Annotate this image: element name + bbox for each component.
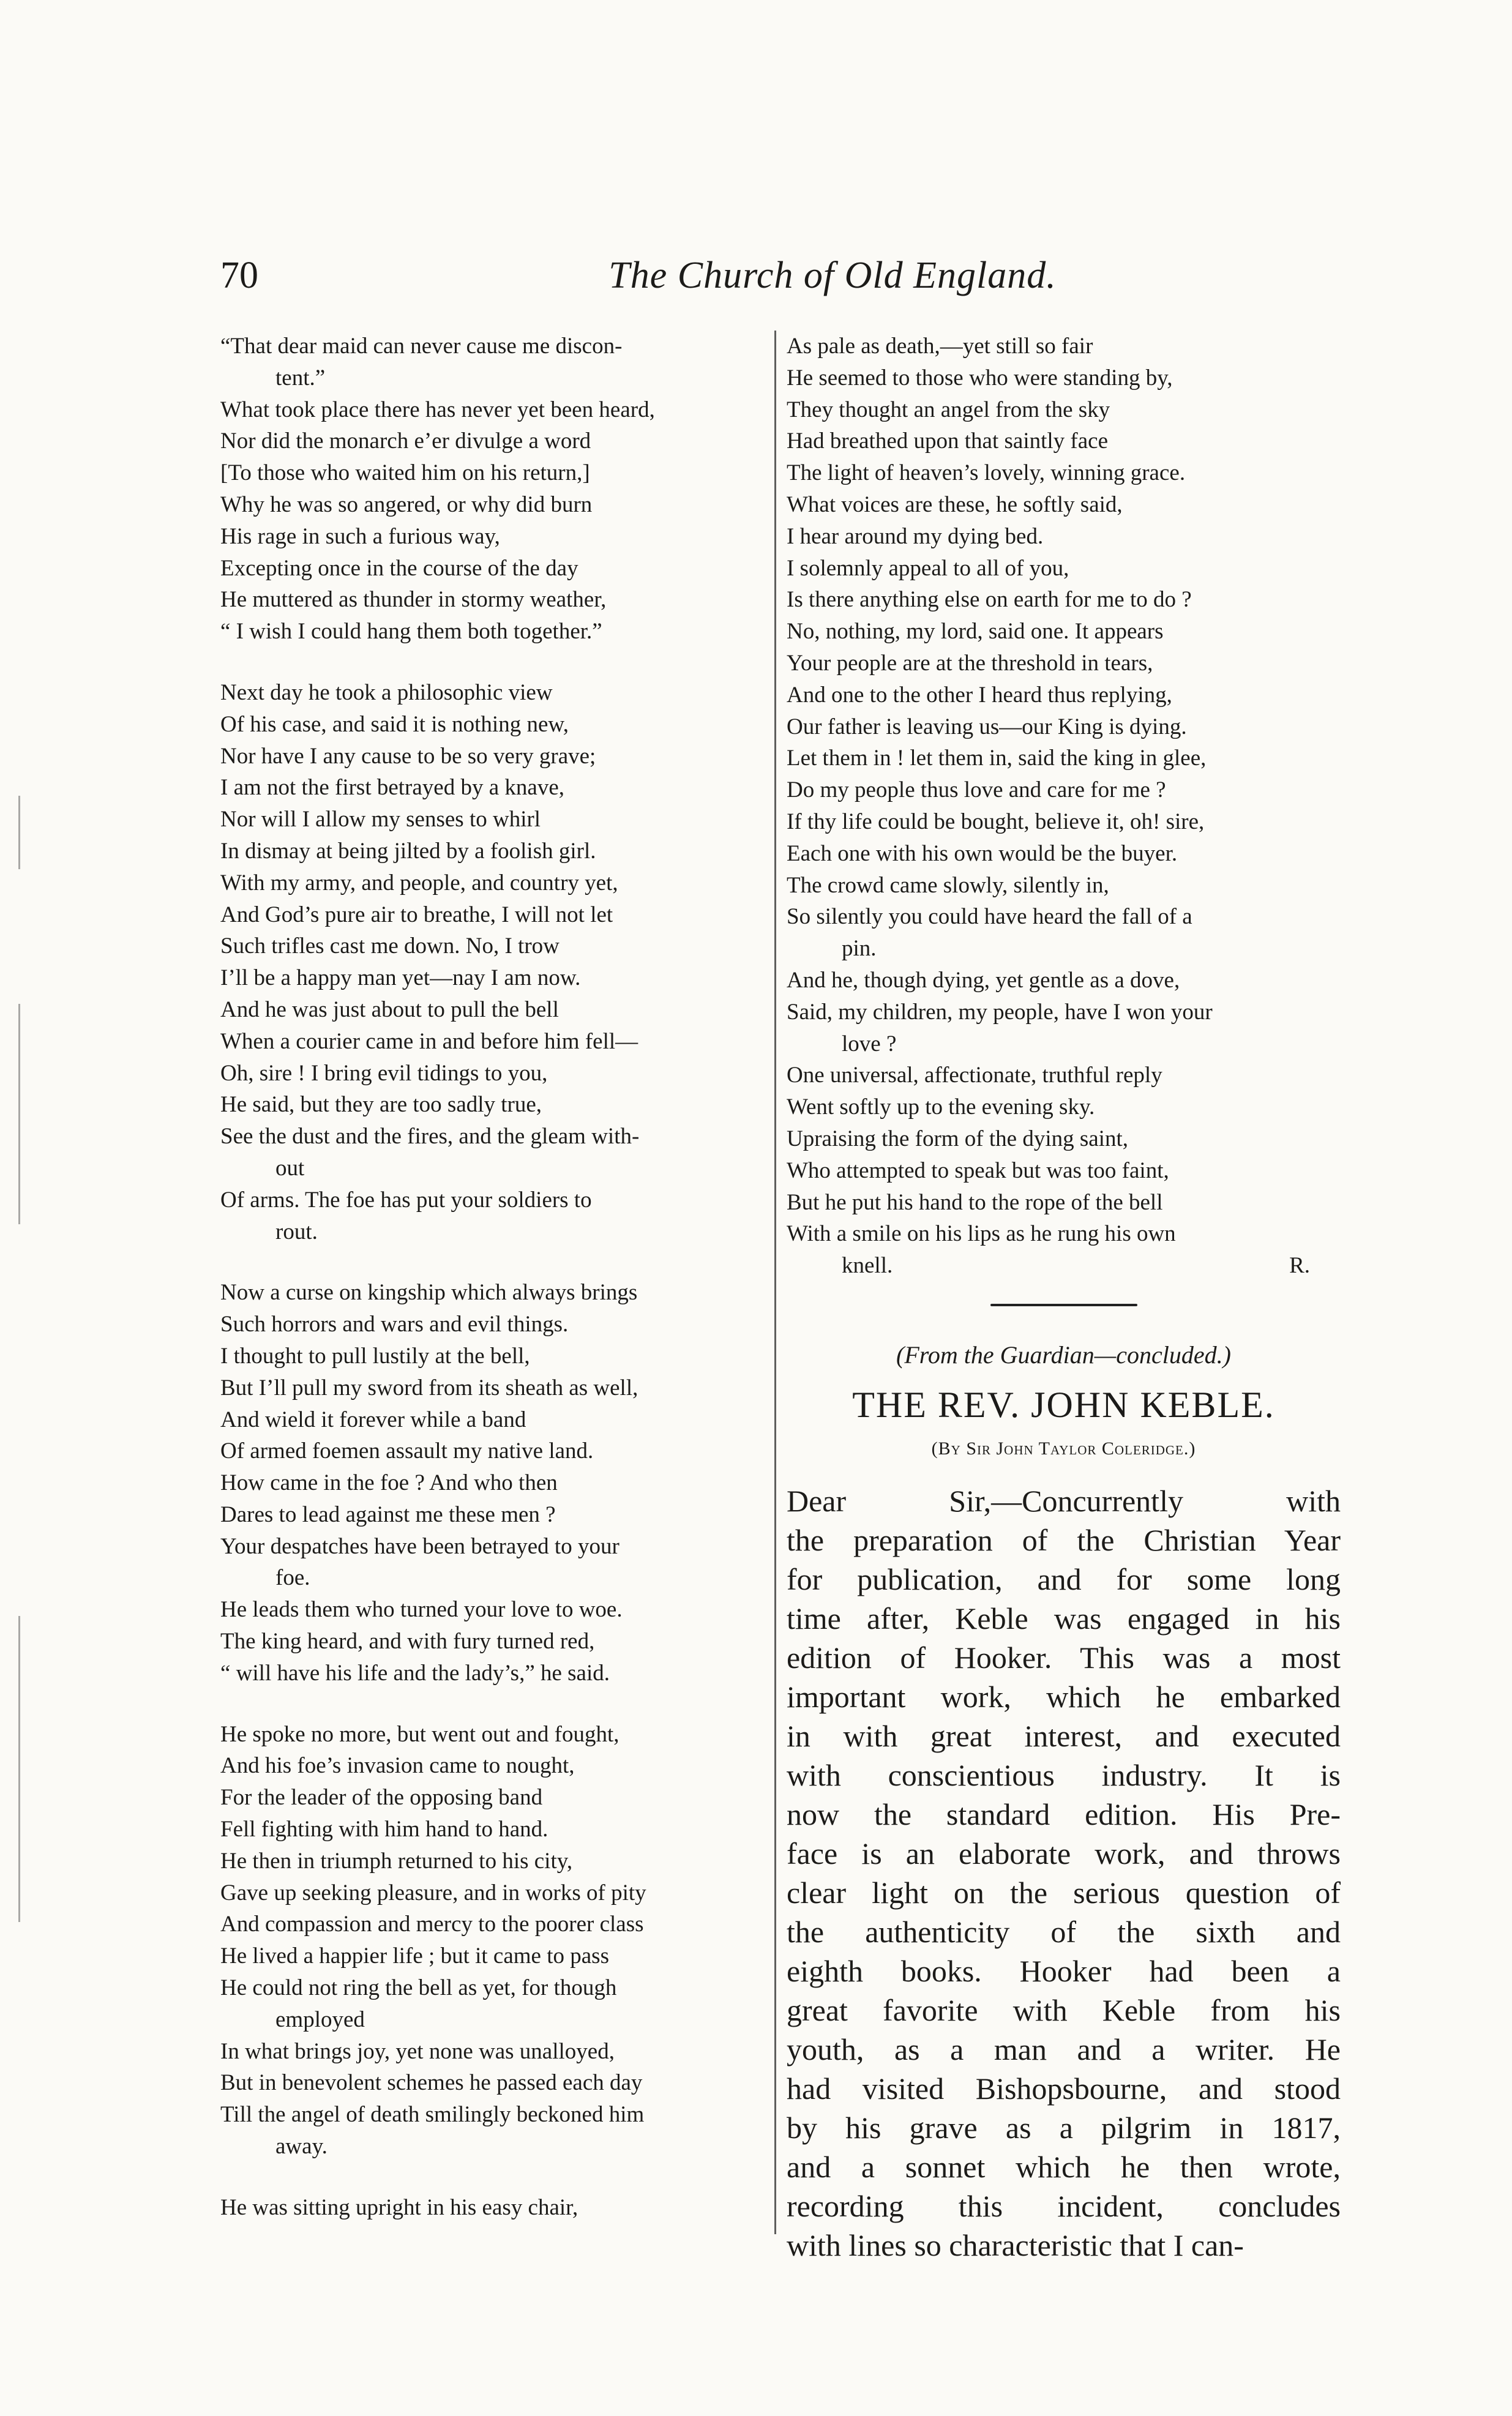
poem-line: As pale as death,—yet still so fair <box>787 334 1093 359</box>
poem-line: And one to the other I heard thus replying, <box>787 682 1172 708</box>
page-number: 70 <box>220 255 258 296</box>
poem-line: But in benevolent schemes he passed each day <box>220 2070 643 2096</box>
poem-signature: R. <box>1289 1253 1310 1279</box>
article-line: great favorite with Keble from his <box>787 1992 1341 2027</box>
running-title: The Church of Old England. <box>608 255 1057 296</box>
poem-line: Dares to lead against me these men ? <box>220 1502 556 1527</box>
poem-line: And God’s pure air to breathe, I will not let <box>220 902 613 927</box>
poem-stanza <box>220 1277 765 1689</box>
column-rule <box>774 331 776 2234</box>
poem-line: “That dear maid can never cause me discon- <box>220 334 623 359</box>
article-line: the authenticity of the sixth and <box>787 1914 1341 1949</box>
article-line: youth, as a man and a writer. He <box>787 2032 1341 2066</box>
poem-line: What voices are these, he softly said, <box>787 492 1123 517</box>
poem-line: But I’ll pull my sword from its sheath as well, <box>220 1375 638 1401</box>
poem-last-line: knell. <box>842 1253 893 1279</box>
right-column <box>787 331 1341 2265</box>
poem-line: He leads them who turned your love to woe. <box>220 1597 623 1623</box>
poem-continuation <box>787 331 1341 1250</box>
article-line: clear light on the serious question of <box>787 1875 1341 1910</box>
poem-line: love ? <box>842 1031 897 1057</box>
poem-line: Of armed foemen assault my native land. <box>220 1438 594 1464</box>
article-line: and a sonnet which he then wrote, <box>787 2149 1341 2184</box>
poem-line: Nor will I allow my senses to whirl <box>220 807 541 832</box>
poem-line: Is there anything else on earth for me to do ? <box>787 587 1192 613</box>
poem-line: Of his case, and said it is nothing new, <box>220 711 569 737</box>
poem-line: Till the angel of death smilingly beckoned him <box>220 2102 645 2128</box>
page-header <box>220 254 1341 321</box>
poem-line: rout. <box>275 1219 318 1244</box>
poem-line: Oh, sire ! I bring evil tidings to you, <box>220 1060 548 1086</box>
poem-line: Said, my children, my people, have I won your <box>787 999 1213 1025</box>
poem-line: But he put his hand to the rope of the bell <box>787 1189 1163 1215</box>
article-line: by his grave as a pilgrim in 1817, <box>787 2110 1341 2145</box>
poem-line: Upraising the form of the dying saint, <box>787 1126 1128 1151</box>
article-line: time after, Keble was engaged in his <box>787 1601 1341 1636</box>
poem-line: Now a curse on kingship which always brings <box>220 1280 638 1306</box>
poem-line: With a smile on his lips as he rung his own <box>787 1221 1176 1247</box>
poem-line: out <box>275 1155 305 1181</box>
poem-line: employed <box>275 2006 365 2032</box>
article-line: recording this incident, concludes <box>787 2188 1341 2223</box>
poem-line: He lived a happier life ; but it came to pass <box>220 1943 609 1969</box>
article-line: eighth books. Hooker had been a <box>787 1953 1341 1988</box>
poem-line: I thought to pull lustily at the bell, <box>220 1343 530 1369</box>
poem-line: He muttered as thunder in stormy weather, <box>220 587 607 613</box>
poem-line: How came in the foe ? And who then <box>220 1470 558 1496</box>
article-line: important work, which he embarked <box>787 1679 1341 1714</box>
poem-line: The king heard, and with fury turned red, <box>220 1629 595 1655</box>
poem-closing-line <box>787 1250 1341 1282</box>
poem-line: Excepting once in the course of the day <box>220 555 578 581</box>
poem-stanza <box>220 677 765 1247</box>
left-column <box>220 331 765 2253</box>
poem-line: Of arms. The foe has put your soldiers to <box>220 1187 592 1213</box>
article-line: in with great interest, and executed <box>787 1718 1341 1753</box>
poem-line: He could not ring the bell as yet, for though <box>220 1975 617 2001</box>
poem-line: When a courier came in and before him fell— <box>220 1028 638 1054</box>
poem-line: Nor have I any cause to be so very grave; <box>220 743 596 769</box>
poem-line: Who attempted to speak but was too faint, <box>787 1158 1169 1183</box>
poem-line: He spoke no more, but went out and fought, <box>220 1721 619 1747</box>
poem-line: Gave up seeking pleasure, and in works of pity <box>220 1880 646 1905</box>
poem-stanza <box>787 331 1341 1250</box>
poem-line: He seemed to those who were standing by, <box>787 365 1173 391</box>
poem-line: One universal, affectionate, truthful reply <box>787 1063 1162 1088</box>
poem-line: In what brings joy, yet none was unalloyed, <box>220 2038 615 2064</box>
poem-line: And wield it forever while a band <box>220 1407 526 1432</box>
poem-line: Fell fighting with him hand to hand. <box>220 1817 548 1842</box>
poem-line: “ I wish I could hang them both together.” <box>220 619 602 645</box>
article-line: had visited Bishopsbourne, and stood <box>787 2071 1341 2106</box>
article-line: the preparation of the Christian Year <box>787 1522 1341 1557</box>
poem-line: Such horrors and wars and evil things. <box>220 1312 569 1337</box>
poem-line: I hear around my dying bed. <box>787 523 1044 549</box>
poem-line: And compassion and mercy to the poorer class <box>220 1912 644 1937</box>
poem-line: So silently you could have heard the fall of a <box>787 904 1192 930</box>
poem-line: Had breathed upon that saintly face <box>787 428 1108 454</box>
poem-line: Why he was so angered, or why did burn <box>220 492 593 517</box>
article-line: Dear Sir,—Concurrently with <box>787 1483 1341 1518</box>
article-line: edition of Hooker. This was a most <box>787 1640 1341 1675</box>
poem-line: With my army, and people, and country yet, <box>220 870 618 896</box>
poem-line: I am not the first betrayed by a knave, <box>220 775 564 801</box>
poem-line: I solemnly appeal to all of you, <box>787 555 1069 581</box>
poem-line: Such trifles cast me down. No, I trow <box>220 933 560 959</box>
poem-line: And he, though dying, yet gentle as a dove, <box>787 967 1180 993</box>
poem-line: He then in triumph returned to his city, <box>220 1848 573 1874</box>
poem-line: For the leader of the opposing band <box>220 1785 543 1811</box>
poem-line: Do my people thus love and care for me ? <box>787 777 1166 803</box>
poem-line: The crowd came slowly, silently in, <box>787 872 1109 898</box>
article-line: with lines so characteristic that I can- <box>787 2227 1244 2262</box>
page-edge-mark <box>18 796 20 869</box>
poem-line: away. <box>275 2134 327 2160</box>
poem-line: What took place there has never yet been heard, <box>220 397 655 422</box>
poem-line: In dismay at being jilted by a foolish girl. <box>220 838 596 864</box>
poem-line: No, nothing, my lord, said one. It appears <box>787 619 1164 645</box>
article-source: (From the Guardian—concluded.) <box>896 1341 1231 1369</box>
poem-stanza <box>220 1719 765 2163</box>
poem-line: “ will have his life and the lady’s,” he said. <box>220 1660 610 1686</box>
page-edge-mark <box>18 1004 20 1224</box>
poem-line: Our father is leaving us—our King is dying. <box>787 714 1187 739</box>
poem-stanza <box>220 2192 765 2224</box>
poem-line: He said, but they are too sadly true, <box>220 1092 542 1118</box>
poem-line: Each one with his own would be the buyer. <box>787 840 1178 866</box>
article-line: for publication, and for some long <box>787 1561 1341 1596</box>
article-line: now the standard edition. His Pre- <box>787 1797 1341 1831</box>
poem-line: His rage in such a furious way, <box>220 523 500 549</box>
poem-line: He was sitting upright in his easy chair, <box>220 2194 578 2220</box>
poem-line: If thy life could be bought, believe it, oh! sire, <box>787 809 1205 834</box>
poem-line: Your despatches have been betrayed to your <box>220 1533 619 1559</box>
article-line: face is an elaborate work, and throws <box>787 1836 1341 1871</box>
poem-line: And he was just about to pull the bell <box>220 997 559 1022</box>
poem-line: They thought an angel from the sky <box>787 397 1110 422</box>
poem-line: And his foe’s invasion came to nought, <box>220 1753 575 1779</box>
article-line: with conscientious industry. It is <box>787 1757 1341 1792</box>
poem-line: The light of heaven’s lovely, winning grace. <box>787 460 1186 486</box>
article-body <box>787 1481 1341 2265</box>
section-divider <box>990 1304 1137 1306</box>
article-title: THE REV. JOHN KEBLE. <box>852 1384 1275 1425</box>
poem-line: Went softly up to the evening sky. <box>787 1094 1095 1120</box>
poem-line: Let them in ! let them in, said the king in glee, <box>787 746 1207 771</box>
poem-line: I’ll be a happy man yet—nay I am now. <box>220 965 581 991</box>
poem-line: Next day he took a philosophic view <box>220 679 553 705</box>
article-byline: (By Sir John Taylor Coleridge.) <box>931 1438 1196 1459</box>
poem-line: Nor did the monarch e’er divulge a word <box>220 428 591 454</box>
poem-line: foe. <box>275 1565 310 1591</box>
poem-stanza <box>220 331 765 648</box>
poem-line: [To those who waited him on his return,] <box>220 460 590 486</box>
poem-line: tent.” <box>275 365 326 391</box>
poem-line: See the dust and the fires, and the gleam with- <box>220 1124 640 1150</box>
poem-line: pin. <box>842 936 877 962</box>
page-edge-mark <box>18 1616 20 1922</box>
poem-line: Your people are at the threshold in tears, <box>787 650 1153 676</box>
